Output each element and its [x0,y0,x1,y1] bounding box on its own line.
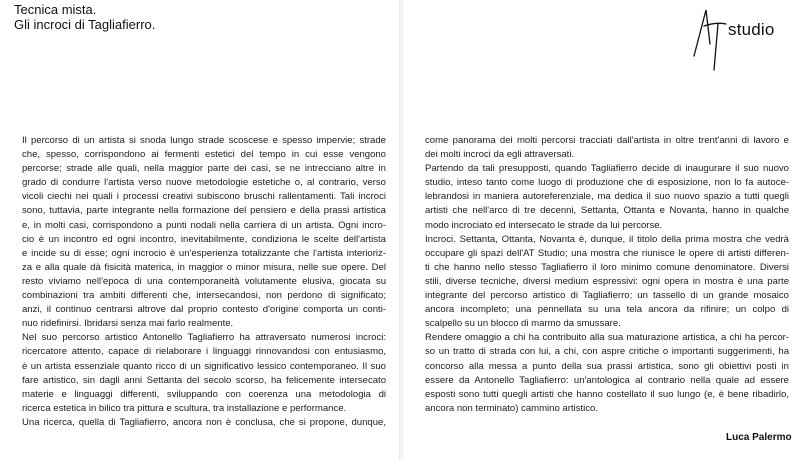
page-gutter [399,0,403,460]
paragraph-line: combinazioni tra ambiti differenti che, intersecandosi, non perdono di significato; [22,290,386,302]
title-block [14,2,155,32]
paragraph-line: stili, diverse tecniche, diversi medium espressivi: ogni opera in mostra è una parte [425,275,789,287]
logo-text: studio [728,20,775,39]
title-line-2: Gli incroci di Tagliafierro. [14,17,156,32]
paragraph-line: Partendo da tali presupposti, quando Tagliafierro decide di inaugurare il suo nuovo [425,163,789,175]
paragraph-line: sono, tuttavia, parte integrante nella formazione del pensiero e della prassi artistica [22,205,386,217]
paragraph-line: cio è un incontro ed ogni incontro, inevitabilmente, condiziona le scelte dell'artista [22,233,386,245]
paragraph-line: scalpello su un blocco di marmo da smussare. [425,318,621,330]
paragraph-line: che, spesso, corrispondono ai fermenti estetici del tempo in cui esse vengono [22,149,386,161]
paragraph-line: Rendere omaggio a chi ha contribuito alla sua maturazione artistica, a chi ha percor- [425,332,789,344]
title-line-1: Tecnica mista. [14,2,97,17]
paragraph-line: modo incrociato ed intersecato le strade da lui percorse. [425,219,663,231]
paragraph-line: so un tratto di strada con lui, a chi, con aspre critiche o importanti suggerimenti, ha [425,346,789,358]
paragraph-line: essere da Antonello Tagliafierro: un'antologica al contrario nella quale ad essere [425,374,789,386]
paragraph-line: occupare gli spazi dell'AT Studio; una mostra che riunisce le opere di artisti differen- [425,247,789,259]
paragraph-line: percorse; strade alle quali, nella maggior parte dei casi, se ne intrecciano altre in [22,163,386,175]
paragraph-line: lebrandosi in maniera autoreferenziale, ma dedica il suo nuovo spazio a tutti quegli [425,191,789,203]
paragraph-line: ancora incompleto; una pennellata su una tela ancora da rifinire; un colpo di [425,304,789,316]
paragraph-line: artisti che nell'arco di tre decenni, Settanta, Ottanta e Novanta, hanno in qualche [425,205,789,217]
paragraph-line: ricerca estetica in bilico tra pittura e scultura, tra installazione e performance. [22,402,347,414]
paragraph-line: anzi, il continuo centrarsi altrove dal proprio contesto d'origine comporta un conti- [22,304,386,316]
paragraph-line: concorso alla messa a punto della sua prassi artistica, sono gli obiettivi posti in [425,360,789,372]
paragraph-line: grado di condurre l'artista verso nuove metodologie estetiche o, al contrario, verso [22,177,386,189]
paragraph-line: e incide su di esse; ogni incrocio è un'esperienza totalizzante che l'artista interioriz- [22,247,386,259]
paragraph-line: Il percorso di un artista si snoda lungo strade scoscese e spesso impervie; strade [22,135,386,146]
author-signature: Luca Palermo [726,432,792,443]
paragraph-line: fare artistico, sin dagli anni Settanta del secolo scorso, ha felicemente intersecato [22,374,386,386]
paragraph-line: Una ricerca, quella di Tagliafierro, ancora non è conclusa, che si propone, dunque, [22,416,386,428]
paragraph-line: esposti sono tutti quegli artisti che hanno costellato il suo lungo (e, è bene ribadirlo, [425,388,789,400]
paragraph-line: Incroci. Settanta, Ottanta, Novanta è, dunque, il titolo della prima mostra che vedrà [425,233,789,245]
paragraph-line: za e alla quale dà fisicità materica, in maggior o minor misura, nelle sue opere. Del [22,261,386,273]
paragraph-line: dei molti incroci da egli attraversati. [425,149,575,161]
at-studio-logo [690,4,790,74]
paragraph-line: studio, inteso tanto come luogo di produzione che di esposizione, non lo fa autoce- [425,177,789,189]
paragraph-line: è un artista essenziale quanto ricco di un significativo lessico contemporaneo. Il suo [22,360,386,372]
paragraph-line: ti che hanno nello stesso Tagliafierro il loro minimo comune denominatore. Diversi [425,261,789,273]
paragraph-line: integrante del percorso artistico di Tagliafierro; un tassello di un grande mosaico [425,290,789,302]
paragraph-line: ancora non terminato) cammino artistico. [425,402,598,414]
paragraph-line: nuo ridefinirsi. Ibridarsi senza mai farlo realmente. [22,318,234,330]
paragraph-line: Nel suo percorso artistico Antonello Tagliafierro ha attraversato numerosi incroci: [22,332,386,344]
paragraph-line: e, in molti casi, corrispondono a punti nodali nella carriera di un artista. Ogni incro- [22,219,386,231]
paragraph-line: materie e linguaggi differenti, sviluppando con coerenza una metodologia di [22,388,386,400]
paragraph-line: resto viviamo nell'epoca di una contemporaneità volutamente elusiva, giocata su [22,275,386,287]
paragraph-line: ricercatore attento, capace di rielaborare i linguaggi rinnovandosi con entusiasmo, [22,346,386,358]
left-column-text [22,134,386,430]
paragraph-line: come panorama dei molti percorsi tracciati dall'artista in oltre trent'anni di lavoro e [425,135,789,146]
paragraph-line: vicoli ciechi nei quali i processi creativi subiscono bruschi rallentamenti. Tali incroci [22,191,386,203]
right-column-text [425,134,789,416]
